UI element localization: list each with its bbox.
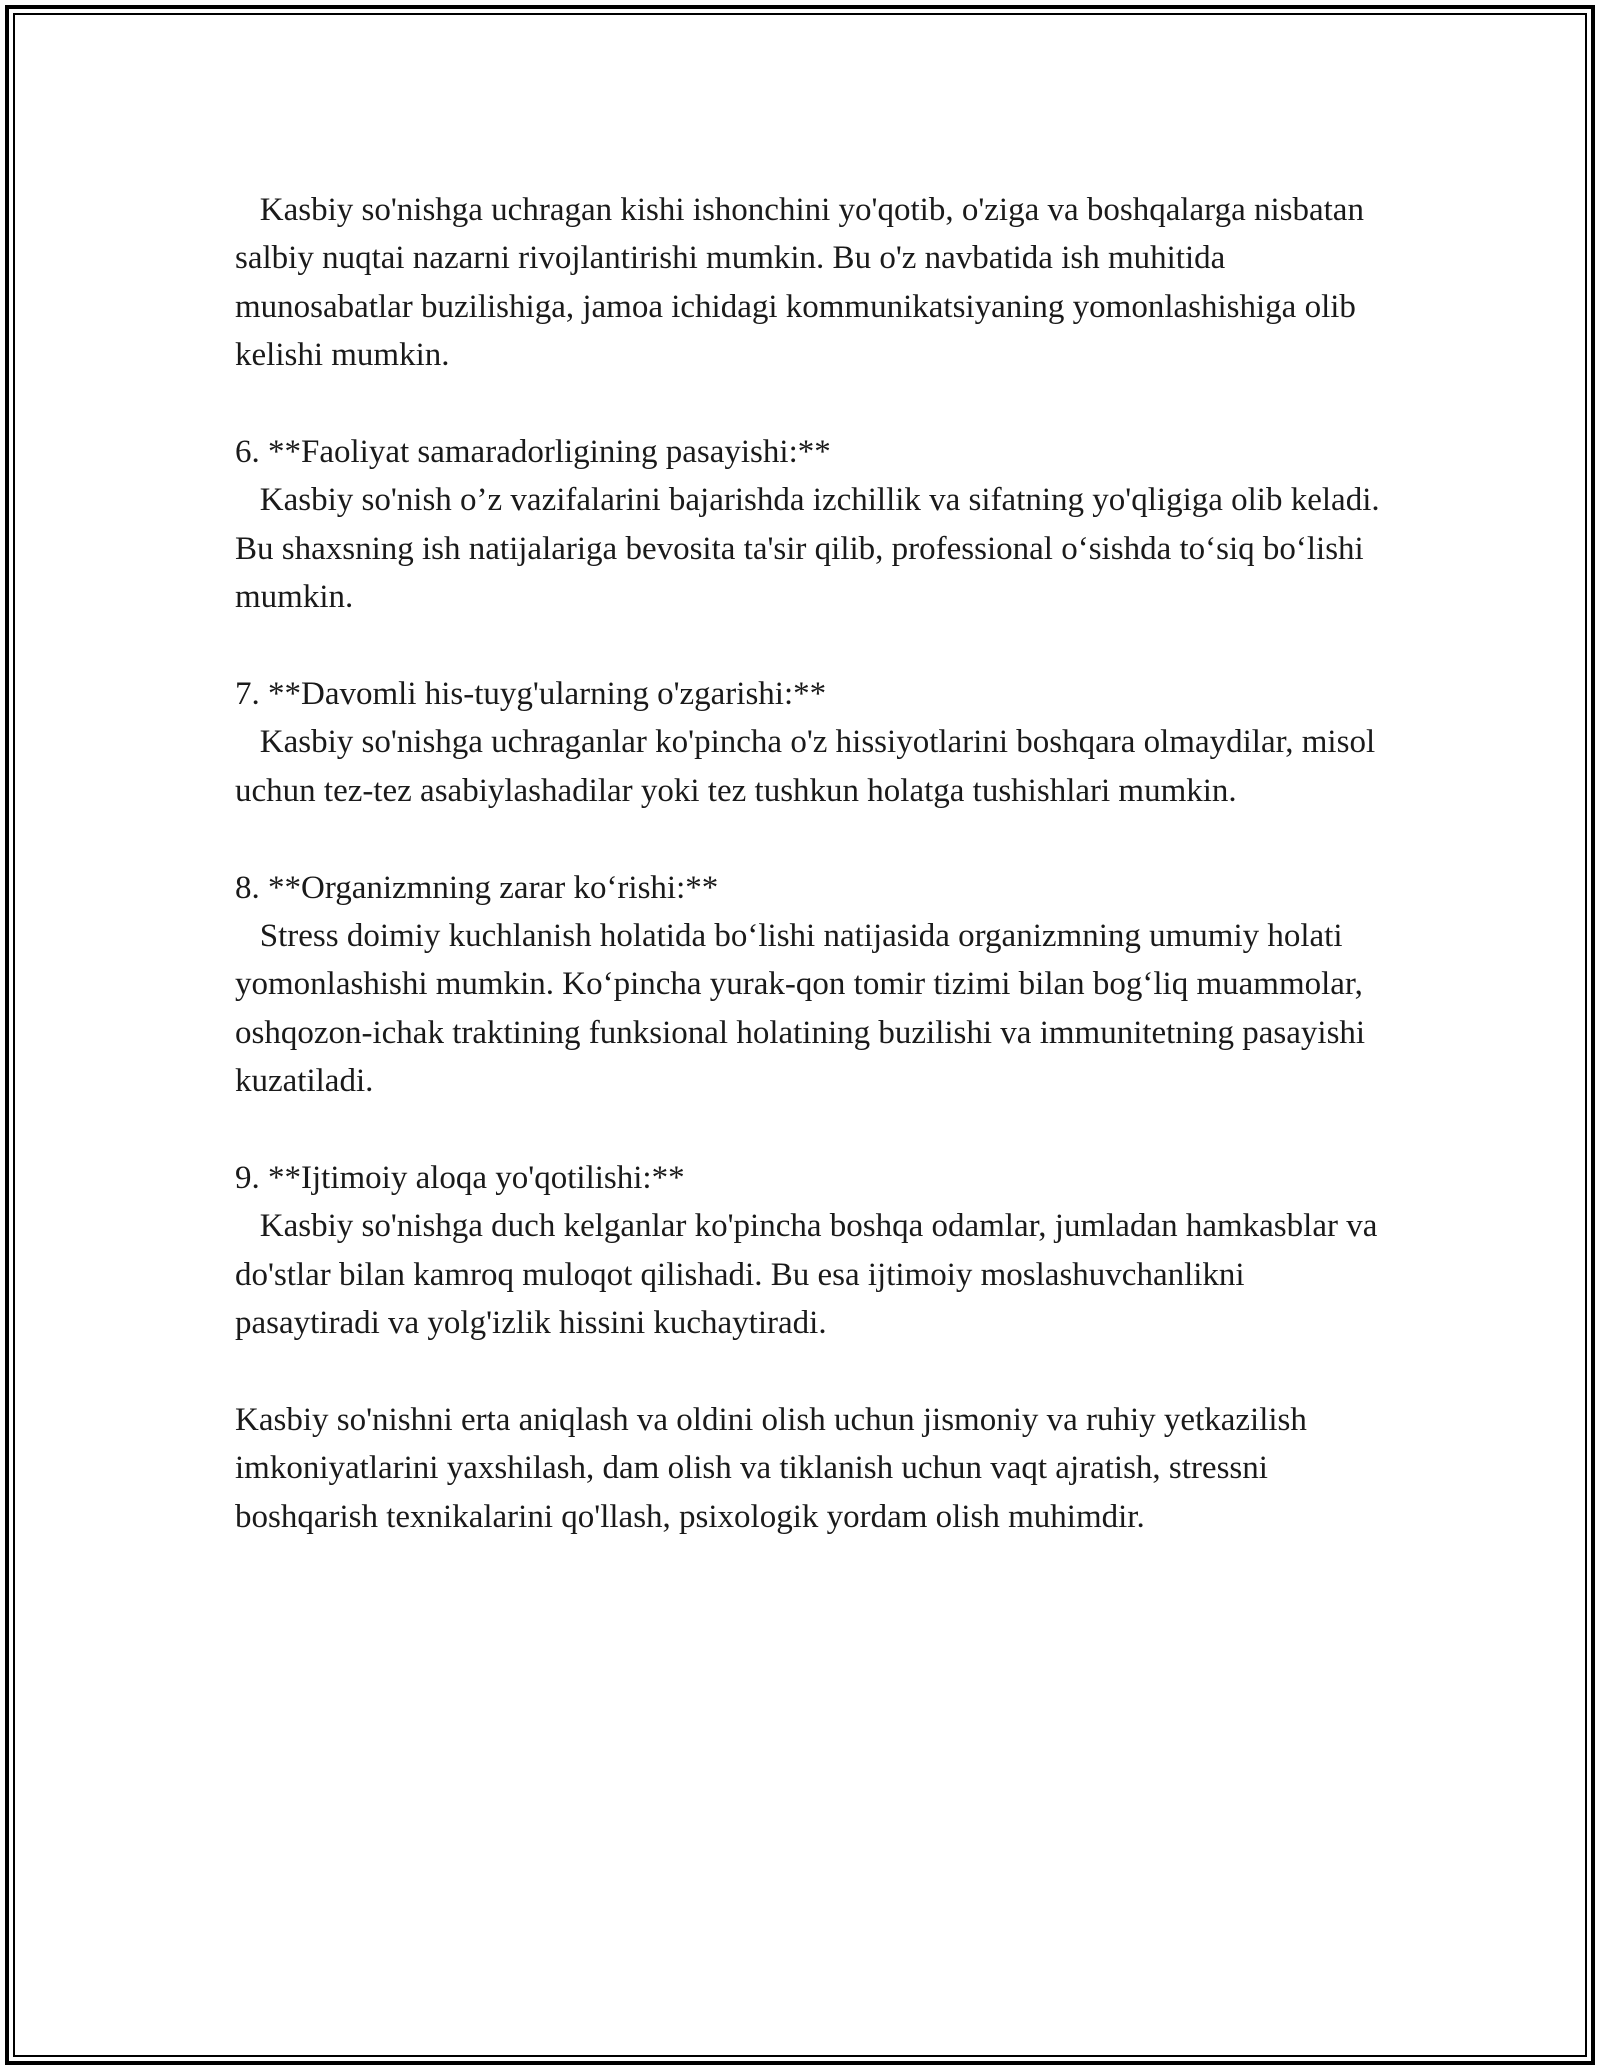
paragraph-gap <box>235 1106 1380 1154</box>
document-body <box>235 186 1388 1541</box>
conclusion-paragraph: Kasbiy so'nishni erta aniqlash va oldini olish uchun jismoniy va ruhiy yetkazilish imkoniyatlarini yaxshilash, dam olish va tiklanish uchun vaqt ajratish, stressni boshqarish texnikalarini qo'llash, psixologik yordam olish muhimdir. <box>235 1402 1316 1535</box>
section-7-heading: 7. **Davomli his-tuyg'ularning o'zgarishi:** <box>235 676 827 713</box>
section-6-heading: 6. **Faoliyat samaradorligining pasayishi:** <box>235 434 831 471</box>
section-8-body: Stress doimiy kuchlanish holatida bo‘lishi natijasida organizmning umumiy holati yomonlashishi mumkin. Ko‘pincha yurak-qon tomir tizimi bilan bog‘liq muammolar, oshqozon-ichak traktining funksional holatining buzilishi va immunitetning pasayishi kuzatiladi. <box>235 918 1374 1100</box>
paragraph-gap <box>235 815 1380 863</box>
paragraph-gap <box>235 1348 1380 1396</box>
section-6-body: Kasbiy so'nish o’z vazifalarini bajarishda izchillik va sifatning yo'qligiga olib keladi. Bu shaxsning ish natijalariga bevosita ta'sir qilib, professional o‘sishda to‘siq bo‘lishi mumkin. <box>235 482 1388 616</box>
section-9-heading: 9. **Ijtimoiy aloqa yo'qotilishi:** <box>235 1160 685 1197</box>
section-7-body: Kasbiy so'nishga uchraganlar ko'pincha o'z hissiyotlarini boshqara olmaydilar, misol uchun tez-tez asabiylashadilar yoki tez tushkun holatga tushishlari mumkin. <box>235 724 1384 809</box>
paragraph-gap <box>235 622 1380 670</box>
section-9-body: Kasbiy so'nishga duch kelganlar ko'pincha boshqa odamlar, jumladan hamkasblar va do'stlar bilan kamroq muloqot qilishadi. Bu esa ijtimoiy moslashuvchanlikni pasaytiradi va yolg'izlik hissini kuchaytiradi. <box>235 1208 1386 1342</box>
paragraph-gap <box>235 380 1380 428</box>
intro-paragraph: Kasbiy so'nishga uchragan kishi ishonchini yo'qotib, o'ziga va boshqalarga nisbatan salbiy nuqtai nazarni rivojlantirishi mumkin. Bu o'z navbatida ish muhitida munosabatlar buzilishiga, jamoa ichidagi kommunikatsiyaning yomonlashishiga olib kelishi mumkin. <box>235 192 1373 374</box>
section-8-heading: 8. **Organizmning zarar ko‘rishi:** <box>235 869 719 906</box>
